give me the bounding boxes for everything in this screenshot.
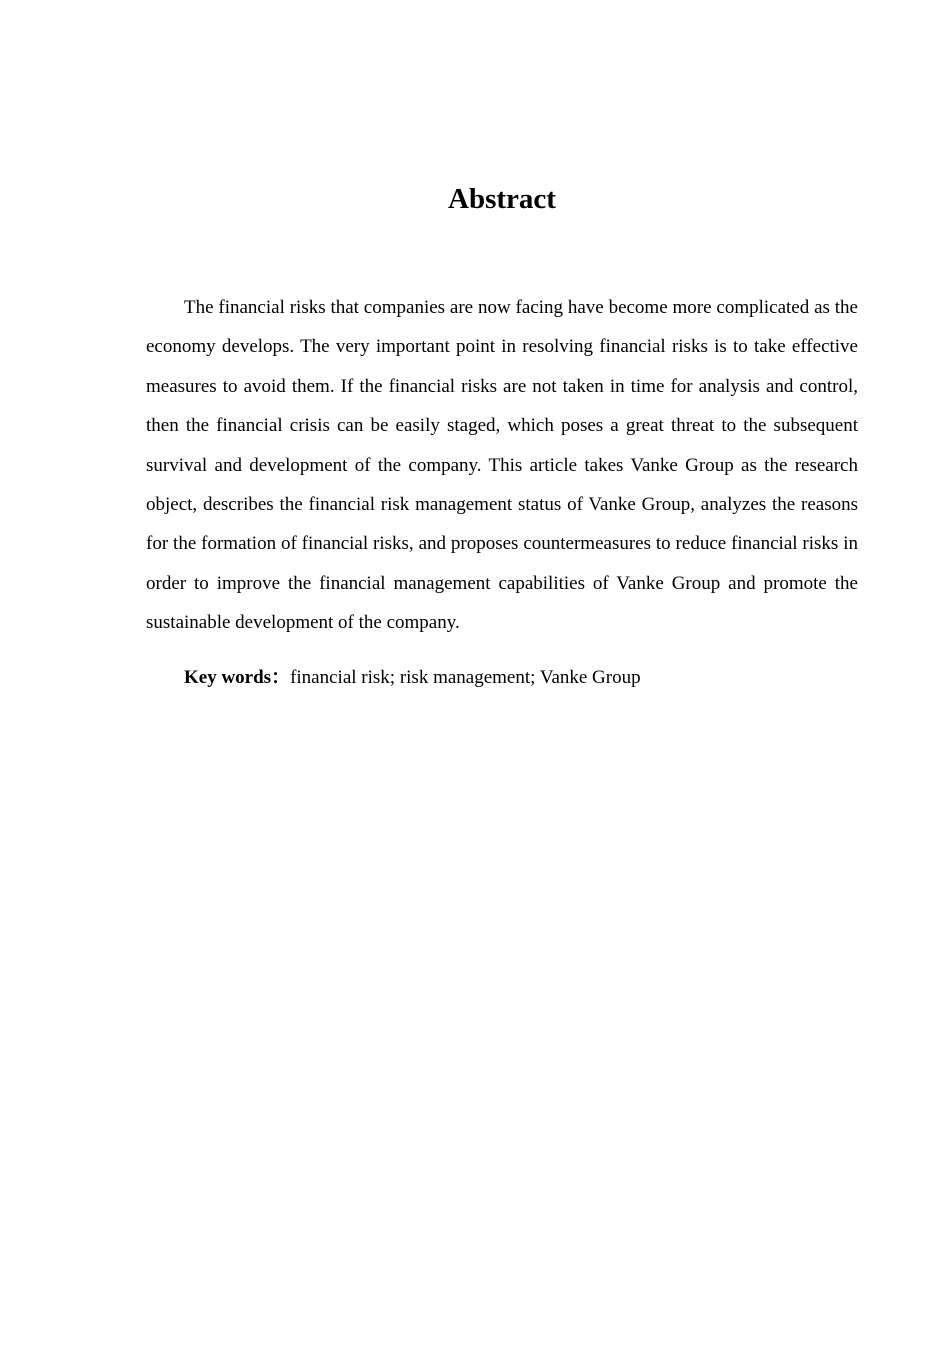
keywords-label: Key words：: [184, 667, 291, 688]
keywords-line: [184, 663, 641, 693]
keywords-value: financial risk; risk management; Vanke Group: [290, 667, 641, 688]
abstract-paragraph: The financial risks that companies are now facing have become more complicated as the economy develops. The very important point in resolving financial risks is to take effective measures to avoid them. If the financial risks are not taken in time for analysis and control, then the financial crisis can be easily staged, which poses a great threat to the subsequent survival and development of the company. This article takes Vanke Group as the research object, describes the financial risk management status of Vanke Group, analyzes the reasons for the formation of financial risks, and proposes countermeasures to reduce financial risks in order to improve the financial management capabilities of Vanke Group and promote the sustainable development of the company.: [146, 297, 858, 634]
page-title: Abstract: [448, 183, 556, 215]
